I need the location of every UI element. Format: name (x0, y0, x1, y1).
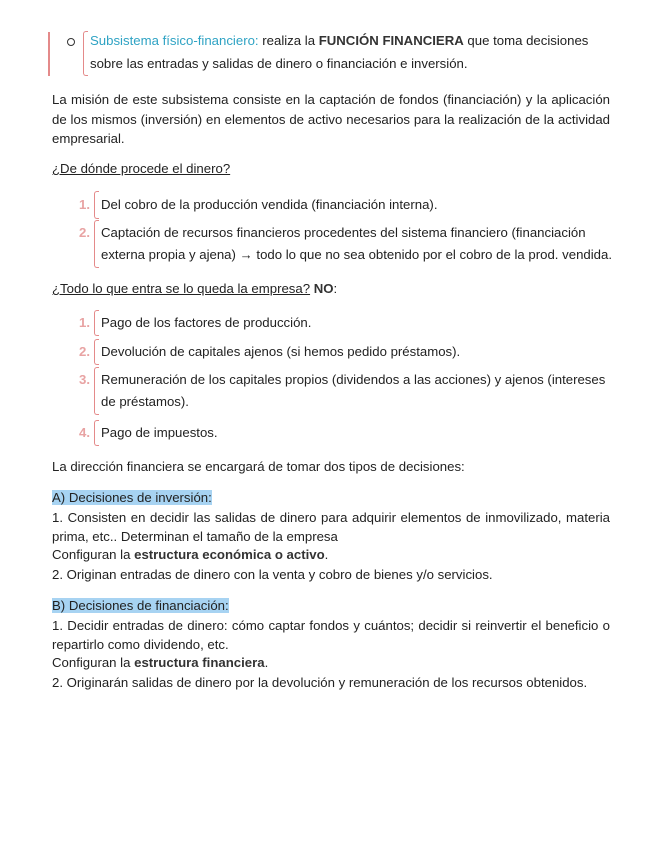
financiacion-heading: B) Decisiones de financiación: (52, 598, 229, 613)
q2-item-4: Pago de impuestos. (101, 425, 218, 440)
mission-paragraph: La misión de este subsistema consiste en la captación de fondos (financiación) y la aplicación de los mismos (inversión) en elementos de activo necesarios para la realización de la actividad empresarial. (52, 92, 610, 146)
q1-item-2-number: 2. (79, 225, 90, 240)
q2-heading: ¿Todo lo que entra se lo queda la empresa? NO: (52, 281, 338, 296)
q2-answer: NO (313, 281, 334, 296)
bracket-bar (83, 31, 88, 76)
q2-item-2-number: 2. (79, 344, 90, 359)
q2-item-4-number: 4. (79, 425, 90, 440)
bracket-bar (94, 367, 99, 415)
estructura-economica: estructura económica o activo (134, 547, 325, 562)
financiacion-config: Configuran la estructura financiera. (52, 655, 269, 670)
subsystem-line-2: sobre las entradas y salidas de dinero o financiación e inversión. (90, 56, 468, 71)
q1-item-1-number: 1. (79, 197, 90, 212)
financiacion-p2: 2. Originarán salidas de dinero por la devolución y remuneración de los recursos obtenidos. (52, 675, 588, 690)
inversion-config: Configuran la estructura económica o activo. (52, 547, 329, 562)
financiacion-p1: 1. Decidir entradas de dinero: cómo captar fondos y cuántos; decidir si reinvertir el beneficio o repartirlo como dividendo, etc. (52, 618, 610, 652)
q1-item-1: Del cobro de la producción vendida (financiación interna). (101, 197, 438, 212)
bullet-circle-icon (67, 38, 75, 46)
outer-margin-bar (48, 32, 50, 76)
q2-item-2: Devolución de capitales ajenos (si hemos pedido préstamos). (101, 344, 461, 359)
q2-item-1-number: 1. (79, 315, 90, 330)
q2-item-1: Pago de los factores de producción. (101, 315, 312, 330)
q1-heading: ¿De dónde procede el dinero? (52, 161, 231, 176)
inversion-heading: A) Decisiones de inversión: (52, 490, 212, 505)
decisions-intro: La dirección financiera se encargará de tomar dos tipos de decisiones: (52, 459, 465, 474)
subsystem-line-1: Subsistema físico-financiero: realiza la FUNCIÓN FINANCIERA que toma decisiones (90, 33, 589, 48)
q2-item-3-line-2: de préstamos). (101, 394, 189, 409)
q2-item-3-line-1: Remuneración de los capitales propios (dividendos a las acciones) y ajenos (intereses (101, 372, 606, 387)
estructura-financiera: estructura financiera (134, 655, 265, 670)
bracket-bar (94, 310, 99, 336)
bracket-bar (94, 339, 99, 365)
bracket-bar (94, 220, 99, 268)
inversion-p2: 2. Originan entradas de dinero con la venta y cobro de bienes y/o servicios. (52, 567, 493, 582)
inversion-p1: 1. Consisten en decidir las salidas de dinero para adquirir elementos de inmovilizado, materia prima, etc.. Determinan el tamaño de la empresa (52, 510, 610, 544)
q1-item-2-line-2: externa propia y ajena) → todo lo que no sea obtenido por el cobro de la prod. vendida. (101, 247, 612, 262)
bracket-bar (94, 420, 99, 446)
q2-item-3-number: 3. (79, 372, 90, 387)
q1-item-2-line-1: Captación de recursos financieros procedentes del sistema financiero (financiación (101, 225, 586, 240)
subsystem-label: Subsistema físico-financiero: (90, 33, 259, 48)
function-financiera: FUNCIÓN FINANCIERA (318, 33, 464, 48)
bracket-bar (94, 191, 99, 219)
